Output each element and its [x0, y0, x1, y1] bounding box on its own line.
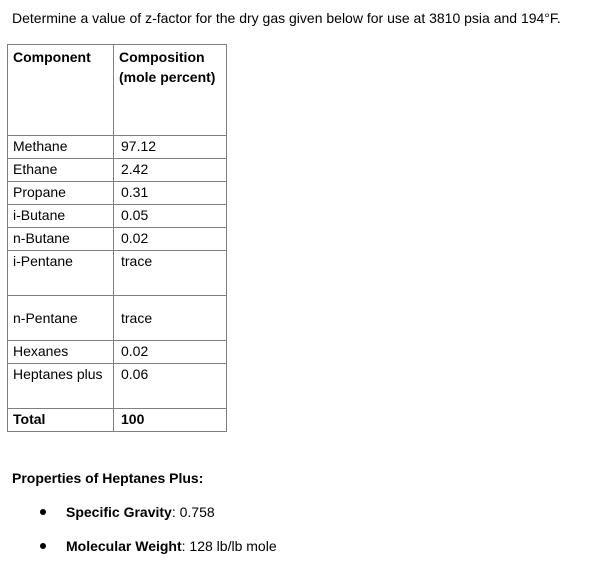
composition-cell: trace	[114, 296, 227, 341]
table-row	[8, 182, 227, 205]
composition-cell: trace	[114, 251, 227, 296]
header-composition: Composition (mole percent)	[114, 45, 227, 136]
total-label: Total	[8, 409, 114, 432]
list-item	[0, 502, 277, 536]
list-item	[0, 536, 277, 570]
properties-title: Properties of Heptanes Plus:	[12, 470, 204, 486]
table-row	[8, 296, 227, 341]
component-cell: n-Pentane	[8, 296, 114, 341]
composition-cell: 0.31	[114, 182, 227, 205]
property-value: : 128 lb/lb mole	[181, 538, 277, 554]
component-cell: i-Butane	[8, 205, 114, 228]
composition-cell: 0.05	[114, 205, 227, 228]
table-header-row	[8, 45, 227, 136]
properties-list	[0, 502, 277, 570]
composition-table	[7, 44, 227, 432]
table-row	[8, 228, 227, 251]
question-text: Determine a value of z-factor for the dry gas given below for use at 3810 psia and 194°F.	[12, 10, 561, 26]
bullet-icon	[40, 509, 46, 515]
bullet-icon	[40, 543, 46, 549]
component-cell: Propane	[8, 182, 114, 205]
property-label: Specific Gravity	[66, 504, 172, 520]
component-cell: n-Butane	[8, 228, 114, 251]
composition-cell: 97.12	[114, 136, 227, 159]
composition-cell: 0.06	[114, 364, 227, 409]
component-cell: i-Pentane	[8, 251, 114, 296]
component-cell: Hexanes	[8, 341, 114, 364]
component-cell: Methane	[8, 136, 114, 159]
total-value: 100	[114, 409, 227, 432]
composition-cell: 2.42	[114, 159, 227, 182]
component-cell: Ethane	[8, 159, 114, 182]
table-row	[8, 364, 227, 409]
table-total-row	[8, 409, 227, 432]
composition-cell: 0.02	[114, 228, 227, 251]
header-component: Component	[8, 45, 114, 136]
property-label: Molecular Weight	[66, 538, 182, 554]
table-row	[8, 159, 227, 182]
table-row	[8, 205, 227, 228]
composition-cell: 0.02	[114, 341, 227, 364]
table-row	[8, 136, 227, 159]
table-row	[8, 341, 227, 364]
component-cell: Heptanes plus	[8, 364, 114, 409]
table-row	[8, 251, 227, 296]
property-value: : 0.758	[171, 504, 215, 520]
